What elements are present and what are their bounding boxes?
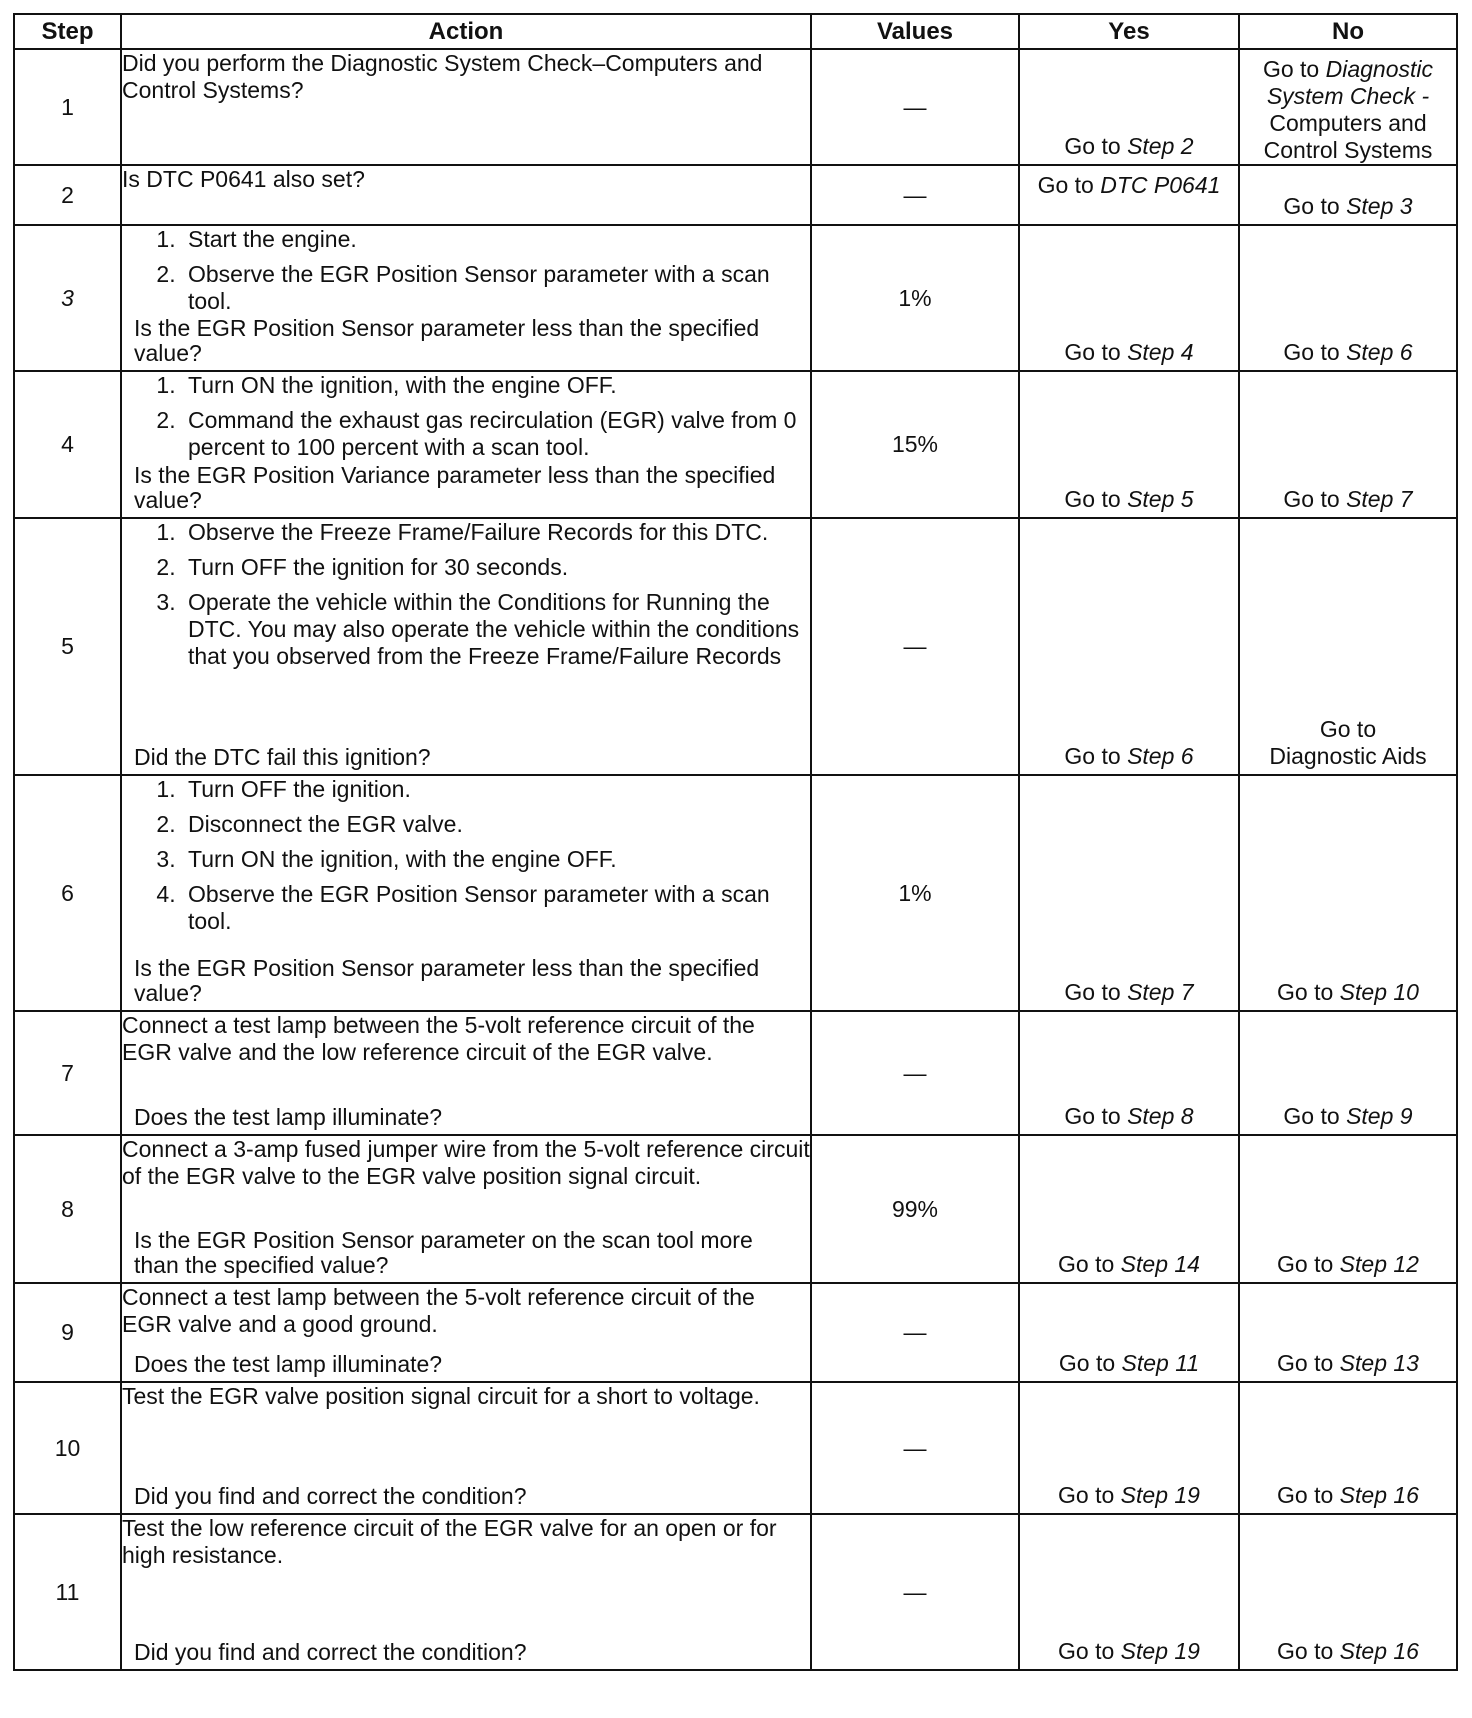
no-cell — [1239, 1011, 1457, 1135]
yes-link[interactable]: Step 7 — [1127, 979, 1194, 1005]
procedure-item: 2. Turn OFF the ignition for 30 seconds. — [182, 554, 810, 581]
no-prefix: Go to — [1319, 716, 1377, 742]
table-row — [14, 49, 1457, 165]
table-row — [14, 165, 1457, 225]
procedure-item: 4. Observe the EGR Position Sensor parameter with a scan tool. — [182, 881, 810, 935]
procedure-list — [122, 372, 810, 461]
no-link[interactable]: Step 16 — [1339, 1482, 1419, 1508]
header-no: No — [1239, 14, 1457, 49]
table-row — [14, 1514, 1457, 1670]
no-link[interactable]: Step 16 — [1339, 1638, 1419, 1664]
value-cell: — — [811, 49, 1019, 165]
yes-prefix: Go to — [1058, 1482, 1115, 1508]
step-number: 3 — [14, 225, 121, 371]
action-text: Is DTC P0641 also set? — [122, 166, 365, 192]
no-cell — [1239, 165, 1457, 225]
action-cell — [121, 371, 811, 518]
action-cell — [121, 1514, 811, 1670]
procedure-list — [122, 519, 810, 670]
no-cell — [1239, 1135, 1457, 1283]
procedure-list — [122, 776, 810, 935]
procedure-item: 1. Turn OFF the ignition. — [182, 776, 810, 803]
question-text: Is the EGR Position Sensor parameter less than the specified value? — [134, 955, 760, 1006]
question-text: Did the DTC fail this ignition? — [134, 744, 431, 770]
no-prefix: Go to — [1262, 56, 1320, 82]
procedure-item: 3. Turn ON the ignition, with the engine OFF. — [182, 846, 810, 873]
yes-link[interactable]: Step 11 — [1121, 1350, 1200, 1376]
value-cell: 1% — [811, 775, 1019, 1011]
value-cell: 99% — [811, 1135, 1019, 1283]
action-text: Did you perform the Diagnostic System Check–Computers and Control Systems? — [122, 50, 763, 103]
yes-link[interactable]: DTC P0641 — [1100, 172, 1221, 198]
no-prefix: Go to — [1277, 979, 1334, 1005]
action-cell — [121, 1283, 811, 1382]
value-cell: — — [811, 165, 1019, 225]
procedure-item: 3. Operate the vehicle within the Conditions for Running the DTC. You may also operate the vehicle within the conditions that you observed from the Freeze Frame/Failure Records — [182, 589, 810, 670]
yes-prefix: Go to — [1058, 1638, 1115, 1664]
yes-cell — [1019, 371, 1239, 518]
yes-cell — [1019, 165, 1239, 225]
no-link[interactable]: Diagnostic Aids — [1269, 743, 1427, 769]
yes-link[interactable]: Step 4 — [1127, 339, 1194, 365]
yes-cell — [1019, 1011, 1239, 1135]
yes-link[interactable]: Step 14 — [1120, 1251, 1200, 1277]
yes-cell — [1019, 775, 1239, 1011]
diagnostic-table — [13, 13, 1458, 1671]
yes-prefix: Go to — [1064, 339, 1121, 365]
procedure-list — [122, 226, 810, 315]
procedure-item: 1. Turn ON the ignition, with the engine OFF. — [182, 372, 810, 399]
header-step: Step — [14, 14, 121, 49]
no-prefix: Go to — [1283, 486, 1340, 512]
yes-prefix: Go to — [1037, 172, 1094, 198]
yes-cell — [1019, 1283, 1239, 1382]
question-text: Is the EGR Position Sensor parameter on the scan tool more than the specified value? — [134, 1227, 753, 1278]
table-row — [14, 1283, 1457, 1382]
value-cell: 15% — [811, 371, 1019, 518]
header-action: Action — [121, 14, 811, 49]
yes-cell — [1019, 225, 1239, 371]
action-cell — [121, 518, 811, 775]
question-text: Did you find and correct the condition? — [134, 1639, 527, 1665]
yes-link[interactable]: Step 19 — [1120, 1482, 1200, 1508]
no-cell — [1239, 1514, 1457, 1670]
no-cell — [1239, 1382, 1457, 1514]
no-prefix: Go to — [1277, 1482, 1334, 1508]
no-cell — [1239, 49, 1457, 165]
action-cell — [121, 1382, 811, 1514]
question-text: Does the test lamp illuminate? — [134, 1351, 443, 1377]
question-text: Is the EGR Position Sensor parameter less than the specified value? — [134, 315, 760, 366]
step-number: 9 — [14, 1283, 121, 1382]
action-cell — [121, 49, 811, 165]
no-link[interactable]: Step 3 — [1346, 193, 1413, 219]
yes-cell — [1019, 518, 1239, 775]
no-link[interactable]: Step 6 — [1346, 339, 1413, 365]
procedure-item: 2. Disconnect the EGR valve. — [182, 811, 810, 838]
action-cell — [121, 165, 811, 225]
yes-cell — [1019, 1382, 1239, 1514]
header-values: Values — [811, 14, 1019, 49]
procedure-item: 2. Observe the EGR Position Sensor parameter with a scan tool. — [182, 261, 810, 315]
action-text: Connect a 3-amp fused jumper wire from the 5-volt reference circuit of the EGR valve to the EGR valve position signal circuit. — [122, 1136, 810, 1189]
no-prefix: Go to — [1283, 339, 1340, 365]
no-link[interactable]: Step 9 — [1346, 1103, 1413, 1129]
value-cell: — — [811, 1382, 1019, 1514]
no-prefix: Go to — [1283, 1103, 1340, 1129]
no-link[interactable]: Diagnostic System Check - — [1266, 56, 1434, 109]
action-text: Connect a test lamp between the 5-volt reference circuit of the EGR valve and the low reference circuit of the EGR valve. — [122, 1012, 755, 1065]
yes-prefix: Go to — [1064, 486, 1121, 512]
table-row — [14, 1135, 1457, 1283]
no-prefix: Go to — [1277, 1251, 1334, 1277]
value-cell: — — [811, 1011, 1019, 1135]
action-text: Test the EGR valve position signal circuit for a short to voltage. — [122, 1383, 760, 1409]
header-yes: Yes — [1019, 14, 1239, 49]
yes-link[interactable]: Step 19 — [1120, 1638, 1200, 1664]
action-cell — [121, 775, 811, 1011]
no-link[interactable]: Step 12 — [1339, 1251, 1419, 1277]
step-number: 4 — [14, 371, 121, 518]
yes-prefix: Go to — [1064, 979, 1121, 1005]
no-link[interactable]: Step 7 — [1346, 486, 1413, 512]
table-row — [14, 1382, 1457, 1514]
step-number: 7 — [14, 1011, 121, 1135]
action-cell — [121, 225, 811, 371]
yes-cell — [1019, 1514, 1239, 1670]
table-row — [14, 518, 1457, 775]
no-cell — [1239, 1283, 1457, 1382]
yes-link[interactable]: Step 8 — [1127, 1103, 1194, 1129]
no-cell — [1239, 371, 1457, 518]
no-link[interactable]: Step 13 — [1339, 1350, 1419, 1376]
yes-prefix: Go to — [1064, 133, 1121, 159]
action-text: Test the low reference circuit of the EGR valve for an open or for high resistance. — [122, 1515, 777, 1568]
no-prefix: Go to — [1283, 193, 1340, 219]
yes-prefix: Go to — [1064, 743, 1121, 769]
action-cell — [121, 1135, 811, 1283]
header-row — [14, 14, 1457, 49]
step-number: 8 — [14, 1135, 121, 1283]
procedure-item: 1. Observe the Freeze Frame/Failure Records for this DTC. — [182, 519, 810, 546]
step-number: 2 — [14, 165, 121, 225]
step-number: 6 — [14, 775, 121, 1011]
value-cell: — — [811, 518, 1019, 775]
no-cell — [1239, 518, 1457, 775]
table-row — [14, 371, 1457, 518]
procedure-item: 2. Command the exhaust gas recirculation (EGR) valve from 0 percent to 100 percent with a scan tool. — [182, 407, 810, 461]
yes-link[interactable]: Step 5 — [1127, 486, 1194, 512]
step-number: 11 — [14, 1514, 121, 1670]
yes-prefix: Go to — [1058, 1251, 1115, 1277]
table-row — [14, 225, 1457, 371]
no-cell — [1239, 225, 1457, 371]
value-cell: — — [811, 1514, 1019, 1670]
no-tail: Computers and Control Systems — [1263, 110, 1433, 163]
step-number: 10 — [14, 1382, 121, 1514]
no-prefix: Go to — [1277, 1638, 1334, 1664]
question-text: Did you find and correct the condition? — [134, 1483, 527, 1509]
value-cell: 1% — [811, 225, 1019, 371]
yes-prefix: Go to — [1058, 1350, 1116, 1376]
step-number: 5 — [14, 518, 121, 775]
value-cell: — — [811, 1283, 1019, 1382]
no-link[interactable]: Step 10 — [1339, 979, 1419, 1005]
question-text: Does the test lamp illuminate? — [134, 1104, 443, 1130]
table-row — [14, 775, 1457, 1011]
table-row — [14, 1011, 1457, 1135]
no-cell — [1239, 775, 1457, 1011]
step-number: 1 — [14, 49, 121, 165]
yes-prefix: Go to — [1064, 1103, 1121, 1129]
action-cell — [121, 1011, 811, 1135]
yes-link[interactable]: Step 6 — [1127, 743, 1194, 769]
yes-link[interactable]: Step 2 — [1127, 133, 1194, 159]
yes-cell — [1019, 1135, 1239, 1283]
yes-cell — [1019, 49, 1239, 165]
no-prefix: Go to — [1277, 1350, 1334, 1376]
question-text: Is the EGR Position Variance parameter less than the specified value? — [134, 462, 776, 513]
action-text: Connect a test lamp between the 5-volt reference circuit of the EGR valve and a good ground. — [122, 1284, 755, 1337]
procedure-item: 1. Start the engine. — [182, 226, 810, 253]
